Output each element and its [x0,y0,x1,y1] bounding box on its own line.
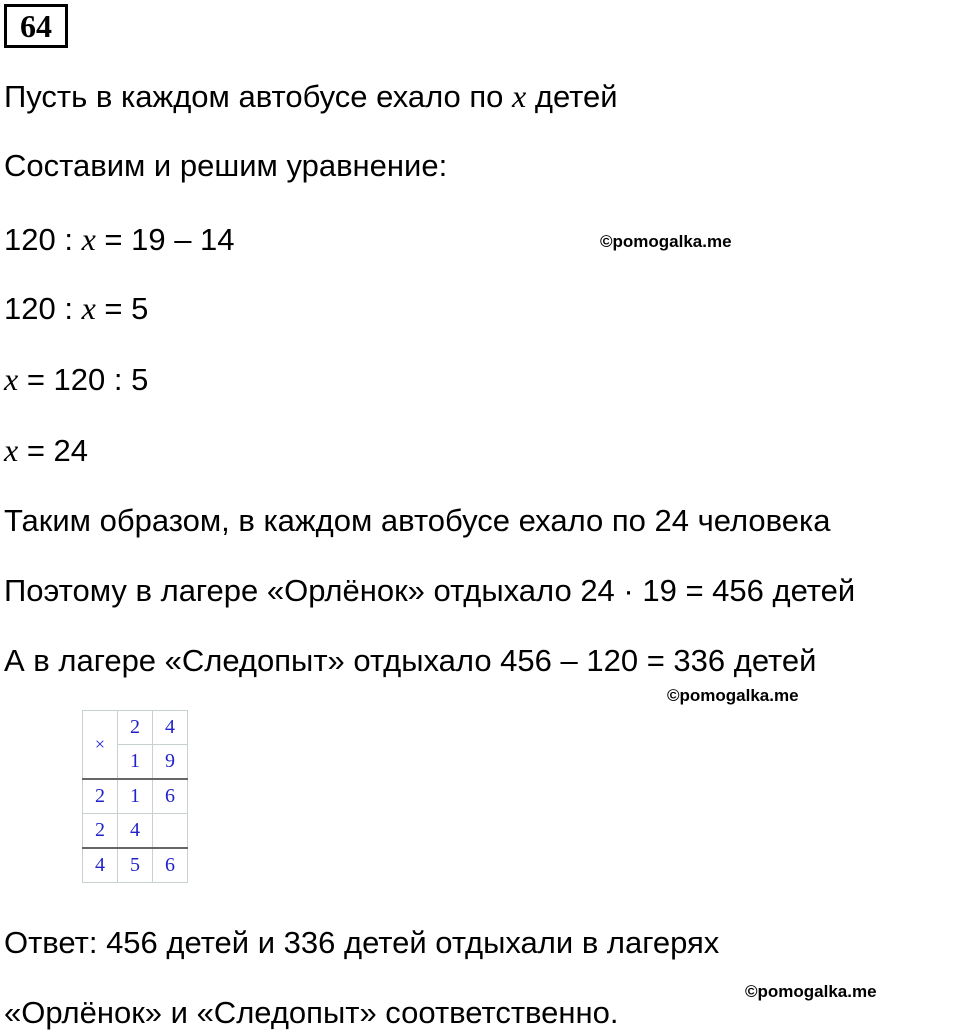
intro-text-before: Пусть в каждом автобусе ехало по [4,79,513,114]
table-cell: 9 [153,745,188,780]
answer-line-2: «Орлёнок» и «Следопыт» соответственно. [4,995,619,1030]
conclusion-sledopyt: А в лагере «Следопыт» отдыхало 456 – 120 = 336 детей [4,643,817,678]
table-cell: 2 [83,814,118,849]
multiply-sign: × [83,711,118,780]
step-3-right: = 120 : 5 [18,362,149,397]
step-2-right: = 5 [95,291,149,326]
intro-line [4,78,618,115]
table-cell: 5 [118,848,153,883]
equation-heading: Составим и решим уравнение: [4,148,448,183]
watermark: ©pomogalka.me [667,686,799,705]
step-3-variable: x [4,361,19,397]
table-cell [153,814,188,849]
equation-step-4 [4,432,88,469]
multiplication-table [82,710,188,883]
table-cell: 4 [118,814,153,849]
conclusion-buses: Таким образом, в каждом автобусе ехало по 24 человека [4,503,831,538]
equation-step-3 [4,361,148,398]
conclusion-orlyonok: Поэтому в лагере «Орлёнок» отдыхало 24 · 19 = 456 детей [4,573,856,608]
step-2-variable: x [81,290,96,326]
table-cell: 2 [118,711,153,745]
intro-variable: x [512,78,527,114]
intro-text-after: детей [526,79,618,114]
table-cell: 4 [153,711,188,745]
problem-number: 64 [4,4,68,48]
step-1-left: 120 : [4,222,82,257]
step-1-variable: x [81,221,96,257]
watermark: ©pomogalka.me [600,232,732,251]
table-cell: 6 [153,848,188,883]
table-cell: 4 [83,848,118,883]
step-4-variable: x [4,432,19,468]
step-2-left: 120 : [4,291,82,326]
table-cell: 1 [118,745,153,780]
equation-step-1 [4,221,235,258]
table-cell: 6 [153,779,188,814]
step-1-right: = 19 – 14 [95,222,235,257]
table-cell: 1 [118,779,153,814]
step-4-right: = 24 [18,433,89,468]
answer-line-1: Ответ: 456 детей и 336 детей отдыхали в лагерях [4,925,720,960]
table-cell: 2 [83,779,118,814]
equation-step-2 [4,290,148,327]
watermark: ©pomogalka.me [745,982,877,1001]
